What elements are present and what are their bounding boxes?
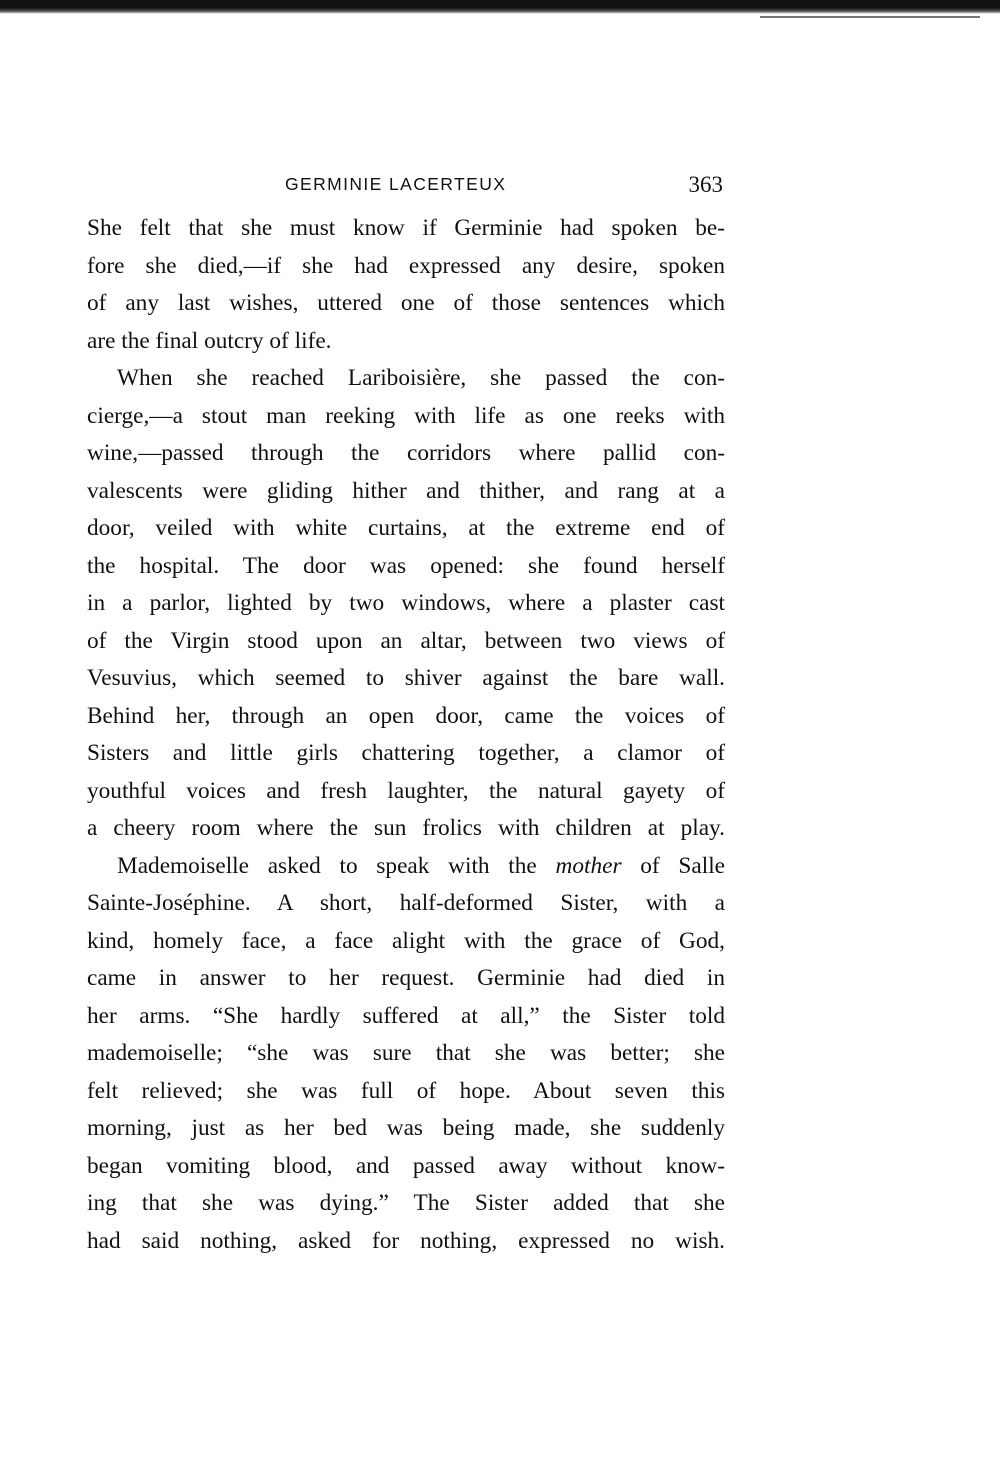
text-line: wine,—passed through the corridors where pallid con- [87,440,725,466]
text-line: came in answer to her request. Germinie had died in [87,965,725,991]
text-line: youthful voices and fresh laughter, the natural gayety of [87,777,725,804]
page-top-edge [0,0,1000,14]
text-line: valescents were gliding hither and thither, and rang at a [87,477,725,504]
line-text: Mademoiselle asked to speak with the [117,852,556,879]
text-line: morning, just as her bed was being made, she suddenly [87,1115,725,1141]
running-head [87,170,725,210]
page-number: 363 [688,172,723,197]
paragraph-3 [87,848,725,1261]
italic-word: mother [555,852,622,879]
running-title: GERMINIE LACERTEUX [285,174,507,194]
text-line: fore she died,—if she had expressed any desire, spoken [87,252,725,279]
text-line: felt relieved; she was full of hope. About seven this [87,1077,725,1104]
text-line: Vesuvius, which seemed to shiver against the bare wall. [87,665,725,691]
text-line: mademoiselle; “she was sure that she was better; she [87,1040,725,1066]
text-line: had said nothing, asked for nothing, expressed no wish. [87,1227,725,1254]
text-line: her arms. “She hardly suffered at all,” the Sister told [87,1002,725,1029]
text-line: Sainte-Joséphine. A short, half-deformed Sister, with a [87,890,725,916]
line-text: of Salle [621,852,726,879]
text-line: are the final outcry of life. [87,327,332,354]
text-line: a cheery room where the sun frolics with children at play. [87,815,725,841]
text-line: She felt that she must know if Germinie had spoken be- [87,215,725,241]
text-line: door, veiled with white curtains, at the extreme end of [87,515,725,541]
text-line: Behind her, through an open door, came the voices of [87,702,725,729]
text-line: kind, homely face, a face alight with the grace of God, [87,927,725,954]
text-line: When she reached Lariboisière, she passed the con- [117,365,725,391]
paragraph-2 [87,360,725,848]
scan-speck [760,16,980,18]
text-line [87,848,725,886]
paragraph-1 [87,210,725,360]
text-line: Sisters and little girls chattering together, a clamor of [87,740,725,766]
text-line: of any last wishes, uttered one of those sentences which [87,290,725,316]
text-line: the hospital. The door was opened: she found herself [87,552,725,579]
text-line: began vomiting blood, and passed away without know- [87,1152,725,1179]
text-line: ing that she was dying.” The Sister added that she [87,1190,725,1216]
text-line: of the Virgin stood upon an altar, between two views of [87,627,725,654]
book-page [87,170,725,1260]
text-line: in a parlor, lighted by two windows, where a plaster cast [87,590,725,616]
text-line: cierge,—a stout man reeking with life as one reeks with [87,402,725,429]
